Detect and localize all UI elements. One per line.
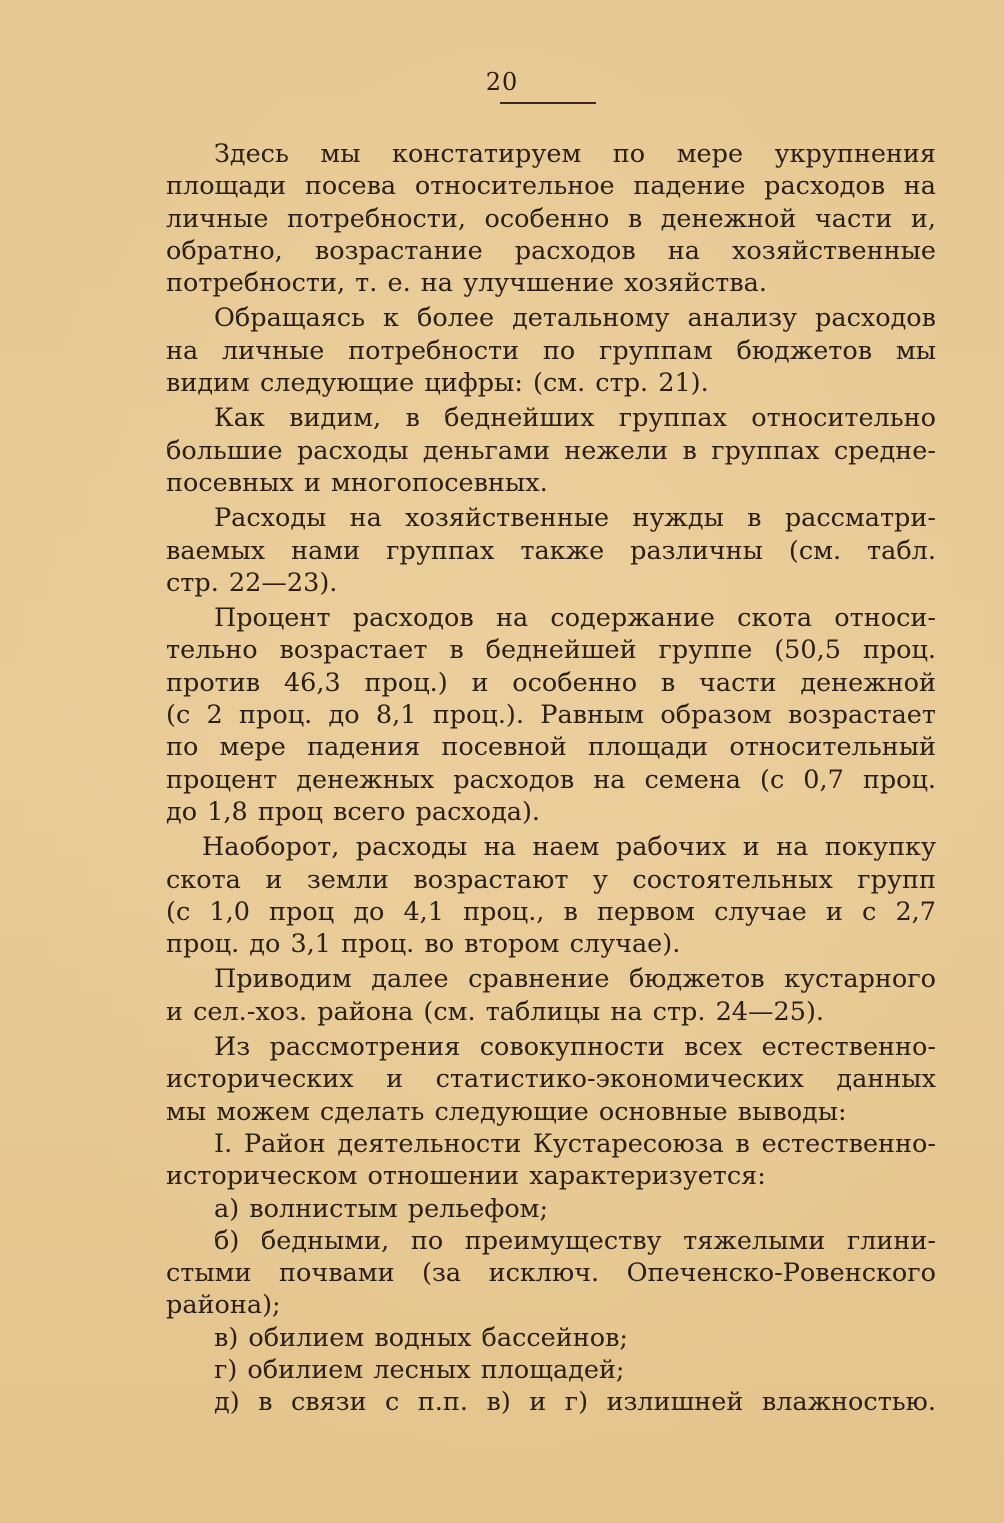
text-line: площади посева относительное падение расходов на	[166, 171, 936, 202]
paragraph-1	[166, 138, 936, 299]
list-item-d	[166, 1386, 936, 1418]
list-item-b	[166, 1225, 936, 1322]
text-line: большие расходы деньгами нежели в группах средне-	[166, 435, 936, 466]
paragraph-8	[166, 1031, 936, 1128]
text-line: (с 2 проц. до 8,1 проц.). Равным образом возрастает	[166, 700, 936, 731]
text-line: I. Район деятельности Кустаресоюза в естественно-	[214, 1128, 936, 1159]
list-item-g	[166, 1354, 936, 1386]
text-line: исторических и статистико-экономических данных	[166, 1064, 936, 1095]
text-line: личные потребности, особенно в денежной части и,	[166, 203, 936, 234]
list-item-v	[166, 1322, 936, 1354]
text-line: Расходы на хозяйственные нужды в рассматри-	[214, 503, 936, 534]
text-line: процент денежных расходов на семена (с 0,7 проц.	[166, 764, 936, 795]
paragraph-2	[166, 302, 936, 399]
text-line: б) бедными, по преимуществу тяжелыми глини-	[214, 1225, 936, 1256]
text-line: скота и земли возрастают у состоятельных групп	[166, 864, 936, 895]
text-line: тельно возрастает в беднейшей группе (50,5 проц.	[166, 635, 936, 666]
text-line: Как видим, в беднейших группах относительно	[214, 403, 936, 434]
paragraph-7	[166, 963, 936, 1028]
text-line: против 46,3 проц.) и особенно в части денежной	[166, 667, 936, 698]
text-line: мы можем сделать следующие основные выводы:	[166, 1096, 847, 1127]
text-line: проц. до 3,1 проц. во втором случае).	[166, 929, 681, 960]
text-line: г) обилием лесных площадей;	[214, 1354, 625, 1385]
text-line: и сел.-хоз. района (см. таблицы на стр. 24—25).	[166, 996, 825, 1027]
paragraph-9	[166, 1128, 936, 1193]
text-line: стр. 22—23).	[166, 567, 338, 598]
header-rule	[500, 102, 596, 104]
text-line: ваемых нами группах также различны (см. табл.	[166, 535, 936, 566]
paragraph-6	[166, 831, 936, 960]
text-line: потребности, т. е. на улучшение хозяйства.	[166, 268, 767, 299]
text-line: Обращаясь к более детальному анализу расходов	[214, 303, 936, 334]
text-line: Процент расходов на содержание скота относи-	[214, 603, 936, 634]
text-line: Здесь мы констатируем по мере укрупнения	[214, 139, 936, 169]
text-line: Наоборот, расходы на наем рабочих и на покупку	[202, 832, 936, 863]
text-line: (с 1,0 проц до 4,1 проц., в первом случае и с 2,7	[166, 896, 936, 927]
paragraph-5	[166, 602, 936, 828]
page-number: 20	[485, 68, 519, 96]
text-line: посевных и многопосевных.	[166, 467, 548, 498]
text-line: обратно, возрастание расходов на хозяйственные	[166, 235, 936, 266]
text-line: Из рассмотрения совокупности всех естественно-	[214, 1032, 936, 1063]
body-text	[166, 138, 936, 1419]
list-item-a	[166, 1193, 936, 1225]
text-line: на личные потребности по группам бюджетов мы	[166, 335, 936, 366]
text-line: до 1,8 проц всего расхода).	[166, 796, 541, 827]
text-line: д) в связи с п.п. в) и г) излишней влажностью.	[214, 1387, 936, 1418]
text-line: в) обилием водных бассейнов;	[214, 1322, 629, 1353]
text-line: а) волнистым рельефом;	[214, 1193, 549, 1224]
paragraph-4	[166, 502, 936, 599]
paragraph-3	[166, 402, 936, 499]
text-line: по мере падения посевной площади относительный	[166, 732, 936, 763]
text-line: видим следующие цифры: (см. стр. 21).	[166, 368, 709, 399]
text-line: района);	[166, 1290, 281, 1321]
text-line: стыми почвами (за исключ. Опеченско-Ровенского	[166, 1258, 936, 1289]
text-line: историческом отношении характеризуется:	[166, 1161, 766, 1192]
text-line: Приводим далее сравнение бюджетов кустарного	[214, 964, 936, 995]
